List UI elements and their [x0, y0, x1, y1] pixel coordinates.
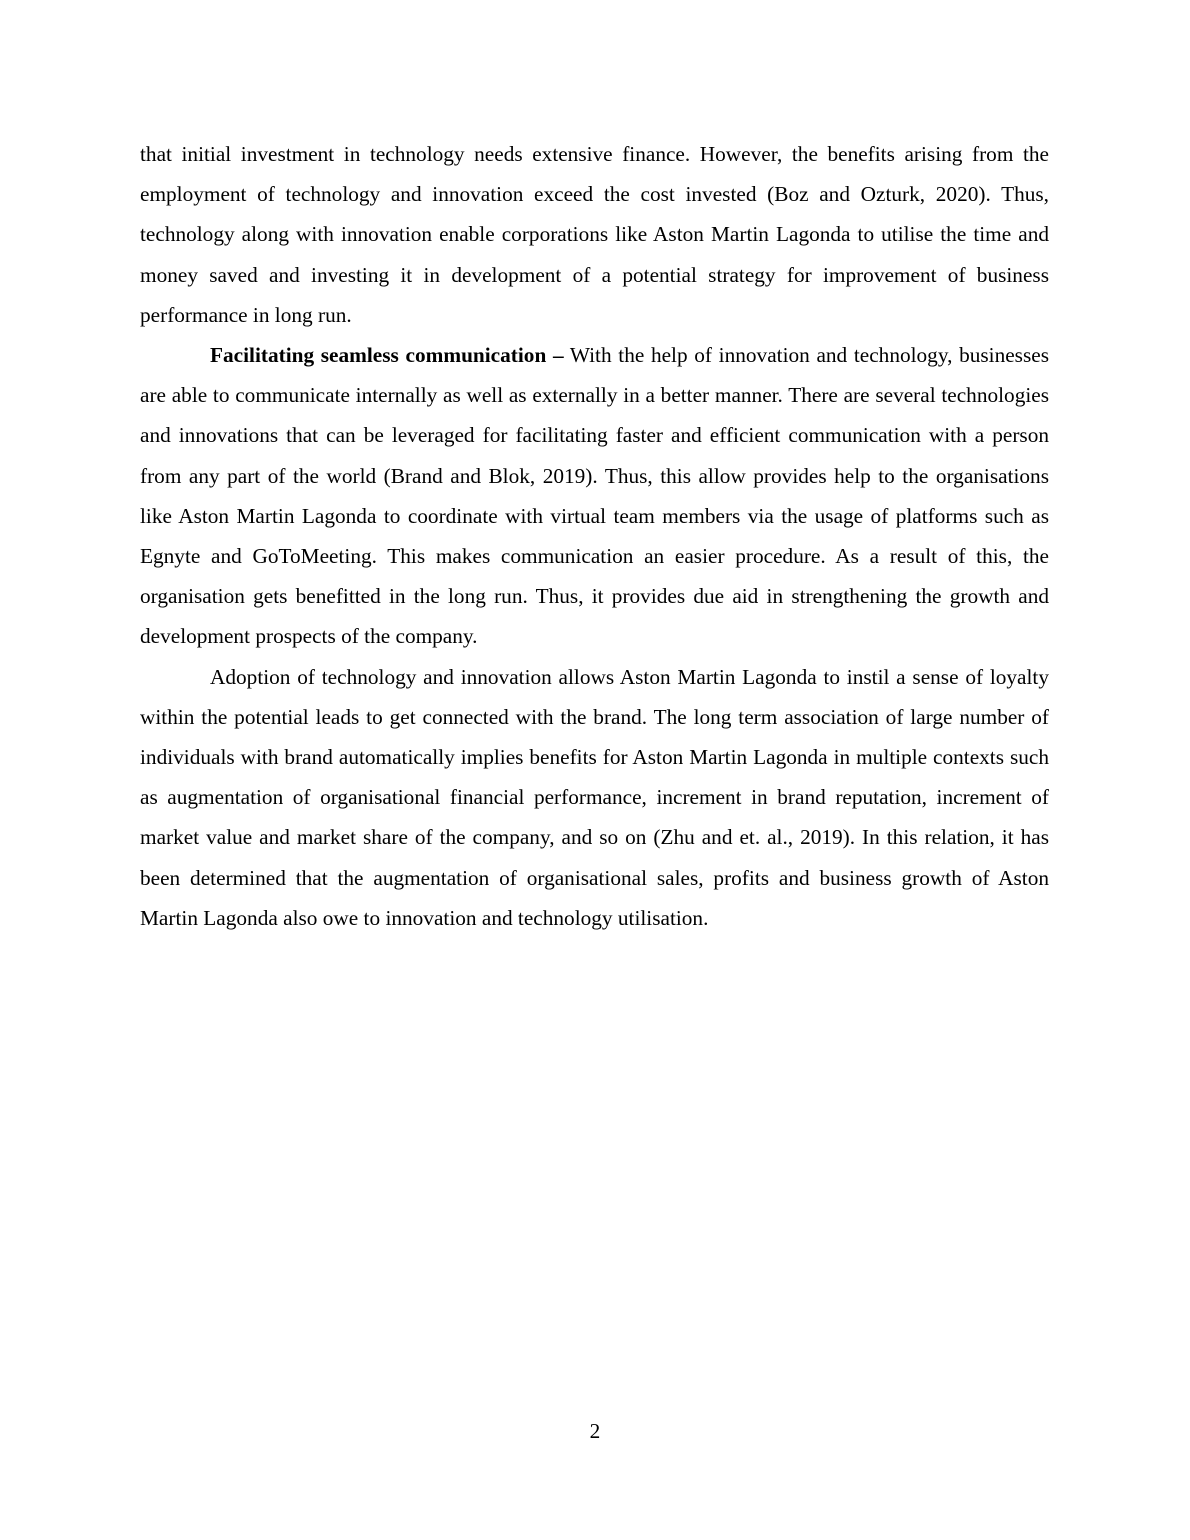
paragraph-continuation: that initial investment in technology needs extensive finance. However, the benefits arising from the employment of technology and innovation exceed the cost invested (Boz and Ozturk, 2020). Thus, technology along with innovation enable corporations like Aston Martin Lagonda to utilise the time and money saved and investing it in development of a potential strategy for improvement of business performance in long run. — [140, 142, 1049, 327]
paragraph-heading: Facilitating seamless communication – — [210, 343, 564, 368]
document-body — [140, 134, 1049, 938]
paragraph-communication — [140, 335, 1049, 657]
paragraph-loyalty: Adoption of technology and innovation allows Aston Martin Lagonda to instil a sense of loyalty within the potential leads to get connected with the brand. The long term association of large number of individuals with brand automatically implies benefits for Aston Martin Lagonda in multiple contexts such as augmentation of organisational financial performance, increment in brand reputation, increment of market value and market share of the company, and so on (Zhu and et. al., 2019). In this relation, it has been determined that the augmentation of organisational sales, profits and business growth of Aston Martin Lagonda also owe to innovation and technology utilisation. — [140, 664, 1049, 930]
paragraph-body: With the help of innovation and technology, businesses are able to communicate internally as well as externally in a better manner. There are several technologies and innovations that can be leveraged for facilitating faster and efficient communication with a person from any part of the world (Brand and Blok, 2019). Thus, this allow provides help to the organisations like Aston Martin Lagonda to coordinate with virtual team members via the usage of platforms such as Egnyte and GoToMeeting. This makes communication an easier procedure. As a result of this, the organisation gets benefitted in the long run. Thus, it provides due aid in strengthening the growth and development prospects of the company. — [140, 343, 1050, 649]
page-number: 2 — [589, 1419, 601, 1443]
